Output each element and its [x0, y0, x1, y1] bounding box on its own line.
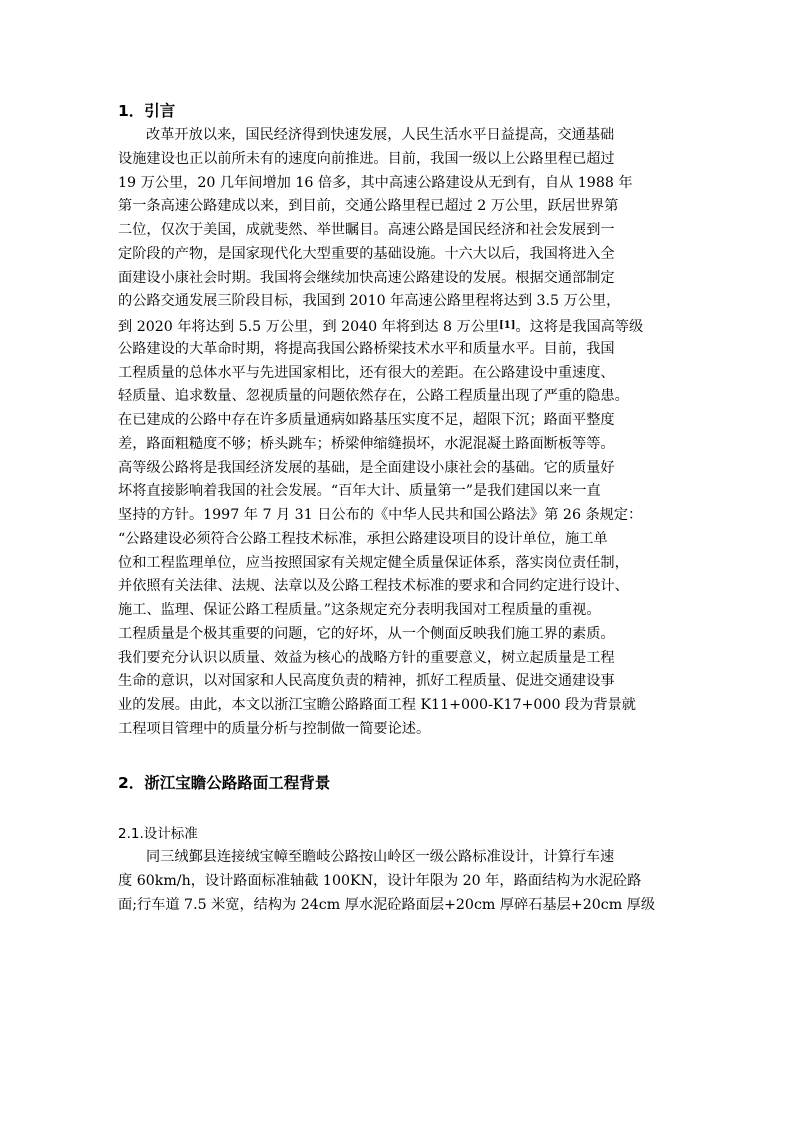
paragraph-line: 坚持的方针。1997 年 7 月 31 日公布的《中华人民共和国公路法》第 26 条规定： [118, 507, 643, 523]
paragraph-line-with-citation [118, 314, 684, 338]
paragraph-line: 工程质量是个极其重要的问题，它的好坏，从一个侧面反映我们施工界的素质。 [118, 625, 615, 642]
line-text: 到 2020 年将达到 5.5 万公里，到 2040 年将到达 8 万公里 [118, 319, 500, 335]
paragraph-line: 定阶段的产物，是国家现代化大型重要的基础设施。十六大以后，我国将进入全 [118, 245, 615, 262]
paragraph-line: 坏将直接影响着我国的社会发展。“百年大计、质量第一”是我们建国以来一直 [118, 483, 601, 500]
paragraph-line: 面;行车道 7.5 米宽，结构为 24cm 厚水泥砼路面层+20cm 厚碎石基层+20cm 厚级 [118, 896, 656, 913]
paragraph-line: “公路建设必须符合公路工程技术标准，承担公路建设项目的设计单位，施工单 [118, 530, 608, 547]
paragraph-line: 生命的意识，以对国家和人民高度负责的精神，抓好工程质量、促进交通建设事 [118, 673, 615, 690]
paragraph-line: 在已建成的公路中存在许多质量通病如路基压实度不足，超限下沉；路面平整度 [118, 412, 615, 428]
document-body [118, 98, 684, 918]
paragraph-line: 工程项目管理中的质量分析与控制做一简要论述。 [118, 720, 431, 737]
section-1-title: 1．引言 [118, 102, 176, 120]
paragraph-line: 设施建设也正以前所未有的速度向前推进。目前，我国一级以上公路里程已超过 [118, 150, 615, 167]
paragraph-line: 面建设小康社会时期。我国将会继续加快高速公路建设的发展。根据交通部制定 [118, 269, 615, 286]
paragraph-line: 高等级公路将是我国经济发展的基础，是全面建设小康社会的基础。它的质量好 [118, 459, 615, 476]
subsection-2-1-title: 2.1.设计标准 [118, 825, 198, 842]
paragraph-line: 施工、监理、保证公路工程质量。”这条规定充分表明我国对工程质量的重视。 [118, 602, 601, 618]
paragraph-line: 同三绒鄞县连接绒宝幛至瞻岐公路按山岭区一级公路标准设计，计算行车速 [146, 849, 615, 866]
line-text: 。这将是我国高等级 [515, 319, 644, 335]
citation-reference: [1] [499, 320, 516, 331]
paragraph-line: 业的发展。由此，本文以浙江宝瞻公路路面工程 K11+000-K17+000 段为背景就 [118, 697, 636, 713]
paragraph-line: 轻质量、追求数量、忽视质量的问题依然存在，公路工程质量出现了严重的隐患。 [118, 388, 629, 405]
paragraph-line: 工程质量的总体水平与先进国家相比，还有很大的差距。在公路建设中重速度、 [118, 364, 615, 381]
section-2-title: 2．浙江宝瞻公路路面工程背景 [118, 773, 331, 792]
paragraph-line: 19 万公里，20 几年间增加 16 倍多，其中高速公路建设从无到有，自从 1988 年 [118, 174, 633, 191]
paragraph-line: 位和工程监理单位，应当按照国家有关规定健全质量保证体系，落实岗位责任制， [118, 554, 629, 571]
paragraph-line: 第一条高速公路建成以来，到目前，交通公路里程已超过 2 万公里，跃居世界第 [118, 198, 619, 215]
paragraph-line: 公路建设的大革命时期，将提高我国公路桥梁技术水平和质量水平。目前，我国 [118, 340, 615, 357]
paragraph-line: 二位，仅次于美国，成就斐然、举世瞩目。高速公路是国民经济和社会发展到一 [118, 222, 615, 238]
paragraph-line: 我们要充分认识以质量、效益为核心的战略方针的重要意义，树立起质量是工程 [118, 649, 615, 666]
paragraph-line: 差，路面粗糙度不够；桥头跳车；桥梁伸缩缝损坏，水泥混凝土路面断板等等。 [118, 435, 615, 452]
spacer [118, 742, 684, 769]
subsection-2-1-paragraph [118, 846, 684, 917]
paragraph-line: 的公路交通发展三阶段目标，我国到 2010 年高速公路里程将达到 3.5 万公里， [118, 293, 621, 310]
paragraph-line: 改革开放以来，国民经济得到快速发展，人民生活水平日益提高，交通基础 [146, 127, 615, 143]
paragraph-line: 并依照有关法律、法规、法章以及公路工程技术标准的要求和合同约定进行设计、 [118, 578, 629, 595]
spacer [118, 797, 684, 823]
paragraph-line: 度 60km/h，设计路面标准轴截 100KN，设计年限为 20 年，路面结构为水泥砼路 [118, 873, 642, 889]
section-1-paragraph [118, 124, 684, 742]
